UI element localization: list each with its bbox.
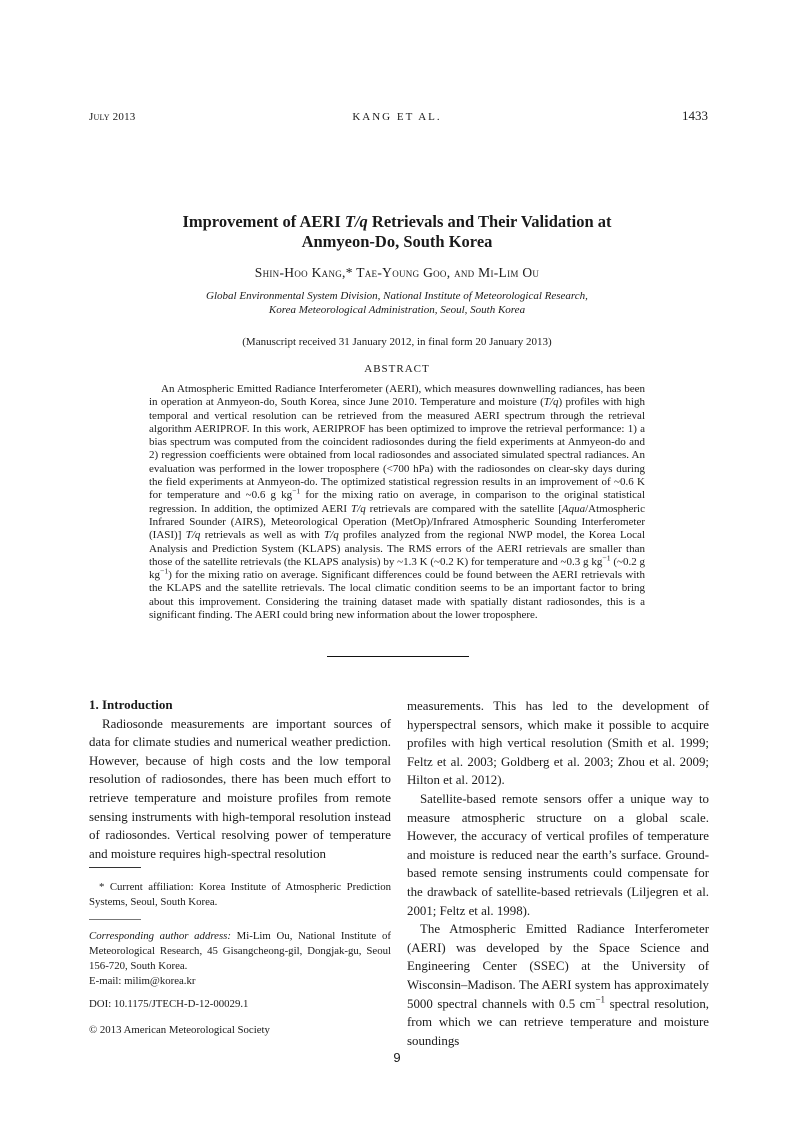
running-header-page: 1433 [682,108,708,123]
running-header-date: July 2013 [89,111,136,123]
abstract-tq: T/q [185,529,201,542]
abstract-text: retrievals are compared with the satellite [ [365,502,562,515]
paper-title [0,212,794,252]
footnote-rule-secondary [89,919,141,920]
intro-p3-text: The Atmospheric Emitted Radiance Interferometer (AERI) was developed by the Space Science and Engineering Center (SSEC) at the University of Wisconsin–Madison. The AERI system has approximately 5000 spectral channels with 0.5 cm [407,922,709,1011]
abstract-tq: T/q [543,396,559,409]
running-header-authors: KANG ET AL. [352,111,442,123]
manuscript-received: (Manuscript received 31 January 2012, in final form 20 January 2013) [242,336,552,348]
intro-paragraph-2: Satellite-based remote sensors offer a unique way to measure atmospheric structure on a global scale. However, the accuracy of vertical profiles of temperature and moisture is reduced near the earth’s surface. Ground-based remote sensing instruments could compensate for the drawback of satellite-based retrievals (Liljegren et al. 2001; Feltz et al. 1998). [407,791,709,918]
page-number: 9 [393,1050,401,1065]
title-line1-start: Improvement of AERI [182,212,345,231]
intro-paragraph-3 [407,920,709,1050]
abstract-superscript: −1 [160,566,169,576]
footnote-affiliation: * Current affiliation: Korea Institute of Atmospheric Prediction Systems, Seoul, South Korea. [89,881,391,908]
footnote-rule [89,867,141,868]
intro-p3-superscript: −1 [595,994,606,1005]
intro-p3-text-end: spectral resolution, from which we can retrieve temperature and moisture soundings [407,996,709,1048]
abstract-text: retrievals as well as with [200,529,325,542]
corresponding-author [89,929,391,989]
abstract-superscript: −1 [602,553,611,563]
title-line2: Anmyeon-Do, South Korea [301,232,493,251]
title-tq: T/q [344,212,368,231]
affiliation-line1: Global Environmental System Division, National Institute of Meteorological Research, [206,290,588,302]
abstract-text: ) for the mixing ratio on average. Significant differences could be found between the AERI retrievals with the KLAPS and the satellite retrievals. The local climatic condition seems to be an important factor to bring about this improvement. Considering the training dataset made with spatially distant radiosondes, this is a significant finding. The AERI could bring new information about the lower troposphere. [149,569,645,622]
intro-paragraph-1: Radiosonde measurements are important sources of data for climate studies and numerical weather prediction. However, because of high costs and the low temporal resolution of radiosondes, there has been much effort to retrieve temperature and moisture profiles from remote sensing instruments with high-temporal resolution instead of radiosondes. Vertical resolving power of temperature and moisture requires high-spectral resolution [89,716,391,861]
abstract-aqua: Aqua [561,502,586,515]
corresponding-address: Mi-Lim Ou, National Institute of Meteorological Research, 45 Gisangcheong-gil, Dongjak-gu, Seoul 156-720, South Korea. [89,930,391,972]
section-heading-introduction: 1. Introduction [89,697,173,712]
author-list: Shin-Hoo Kang,* Tae-Young Goo, and Mi-Lim Ou [254,265,540,280]
abstract-text: ) profiles with high temporal and vertical resolution can be retrieved from the measured AERI spectrum through the retrieval algorithm AERIPROF. In this work, AERIPROF has been optimized to improve the retrieval performance: 1) a bias spectrum was computed from the coincident radiosondes during the field experiments at Anmyeon-do and 2) regression coefficients were obtained from local radiosondes and associated simulated spectral radiances. An evaluation was performed in the lower troposphere (<700 hPa) with the radiosondes on clear-sky days during the field experiments at Anmyeon-do. The optimized statistical regression results in an improvement of ~0.6 K for temperature and ~0.6 g kg [149,396,645,502]
copyright: © 2013 American Meteorological Society [89,1024,270,1036]
abstract-text: /Atmospheric Infrared Sounder (AIRS), Meteorological Operation (MetOp)/Infrared Atmospheric Sounding Interferometer (IASI)] [149,502,645,542]
abstract-tq: T/q [324,529,339,542]
abstract-text: for the mixing ratio on average, in comparison to the original statistical regression. In addition, the optimized AERI [149,489,646,515]
affiliation-line2: Korea Meteorological Administration, Seoul, South Korea [268,304,526,316]
abstract-text: An Atmospheric Emitted Radiance Interferometer (AERI), which measures downwelling radiances, has been in operation at Anmyeon-do, South Korea, since June 2010. Temperature and moisture ( [149,383,645,409]
right-column [407,697,709,1050]
corresponding-label: Corresponding author address: [89,930,231,942]
left-column [89,696,391,863]
abstract-text: (~0.2 g kg [149,555,646,582]
abstract-body [149,383,645,622]
affiliation [0,289,794,317]
abstract-heading: ABSTRACT [364,363,430,375]
abstract-superscript: −1 [292,486,301,496]
title-line1-end: Retrievals and Their Validation at [367,212,612,231]
section-divider [327,656,469,657]
doi: DOI: 10.1175/JTECH-D-12-00029.1 [89,998,249,1010]
corresponding-email: E-mail: milim@korea.kr [89,975,196,987]
intro-paragraph-1-continued: measurements. This has led to the development of hyperspectral sensors, which make it possible to acquire profiles with high vertical resolution (Smith et al. 1999; Feltz et al. 2003; Goldberg et al. 2003; Zhou et al. 2009; Hilton et al. 2012). [407,699,709,788]
abstract-text: profiles analyzed from the regional NWP model, the Korea Local Analysis and Prediction System (KLAPS) analysis. The RMS errors of the AERI retrievals are smaller than those of the satellite retrievals (the KLAPS analysis) by ~1.3 K (~0.2 K) for temperature and ~0.3 g kg [149,529,645,568]
abstract-tq: T/q [351,502,366,515]
